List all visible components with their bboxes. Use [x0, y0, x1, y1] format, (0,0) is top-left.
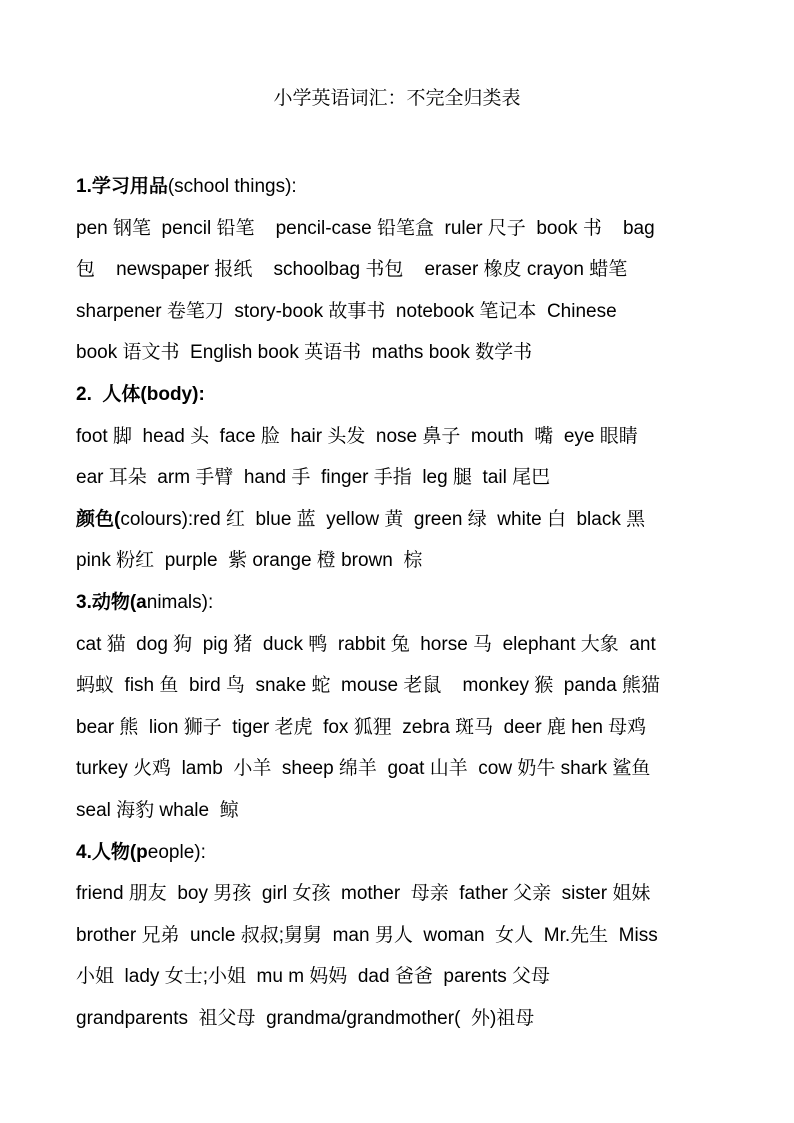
section-heading-school-things — [76, 166, 736, 208]
heading-normal-part: eople): — [147, 841, 206, 863]
vocab-line: cat 猫 dog 狗 pig 猪 duck 鸭 rabbit 兔 horse 马 elephant 大象 ant — [76, 633, 656, 655]
heading-bold-part: 1.学习用品 — [76, 176, 168, 197]
heading-normal-part: colours):red 红 blue 蓝 yellow 黄 green 绿 white 白 black 黑 — [120, 508, 646, 530]
document-title: 小学英语词汇：不完全归类表 — [273, 87, 521, 109]
vocab-line: bear 熊 lion 狮子 tiger 老虎 fox 狐狸 zebra 斑马 deer 鹿 hen 母鸡 — [76, 716, 647, 738]
vocabulary-list — [76, 166, 736, 1039]
heading-normal-part: (school things): — [167, 176, 297, 197]
vocab-line: book 语文书 English book 英语书 maths book 数学书 — [76, 342, 533, 364]
vocab-line: sharpener 卷笔刀 story-book 故事书 notebook 笔记本 Chinese — [76, 300, 617, 322]
vocab-line: friend 朋友 boy 男孩 girl 女孩 mother 母亲 father 父亲 sister 姐妹 — [76, 883, 651, 905]
vocab-line: turkey 火鸡 lamb 小羊 sheep 绵羊 goat 山羊 cow 奶牛 shark 鲨鱼 — [76, 758, 651, 780]
heading-normal-part: nimals): — [146, 591, 214, 613]
section-heading-body — [76, 374, 736, 416]
vocab-line: pink 粉红 purple 紫 orange 橙 brown 棕 — [76, 550, 423, 572]
section-heading-animals — [76, 582, 736, 624]
vocab-line: 包 newspaper 报纸 schoolbag 书包 eraser 橡皮 crayon 蜡笔 — [76, 259, 628, 281]
vocab-line: 小姐 lady 女士;小姐 mu m 妈妈 dad 爸爸 parents 父母 — [76, 966, 551, 988]
heading-bold-part: 3.动物(a — [76, 591, 147, 613]
heading-bold-part: 颜色( — [76, 508, 121, 530]
vocab-line: seal 海豹 whale 鲸 — [76, 799, 239, 821]
vocab-line: ear 耳朵 arm 手臂 hand 手 finger 手指 leg 腿 tail 尾巴 — [76, 467, 551, 489]
vocab-line: foot 脚 head 头 face 脸 hair 头发 nose 鼻子 mouth 嘴 eye 眼睛 — [76, 425, 638, 447]
section-heading-colours — [76, 499, 736, 541]
vocab-line: 蚂蚁 fish 鱼 bird 鸟 snake 蛇 mouse 老鼠 monkey 猴 panda 熊猫 — [76, 675, 660, 697]
section-heading-people — [76, 832, 736, 874]
heading-bold-part: 2. 人体(body): — [76, 383, 205, 405]
heading-bold-part: 4.人物(p — [76, 841, 148, 863]
vocab-line: grandparents 祖父母 grandma/grandmother( 外)祖母 — [76, 1007, 535, 1029]
vocab-line: pen 钢笔 pencil 铅笔 pencil-case 铅笔盒 ruler 尺子 book 书 bag — [76, 217, 655, 239]
vocab-line: brother 兄弟 uncle 叔叔;舅舅 man 男人 woman 女人 Mr.先生 Miss — [76, 924, 658, 946]
